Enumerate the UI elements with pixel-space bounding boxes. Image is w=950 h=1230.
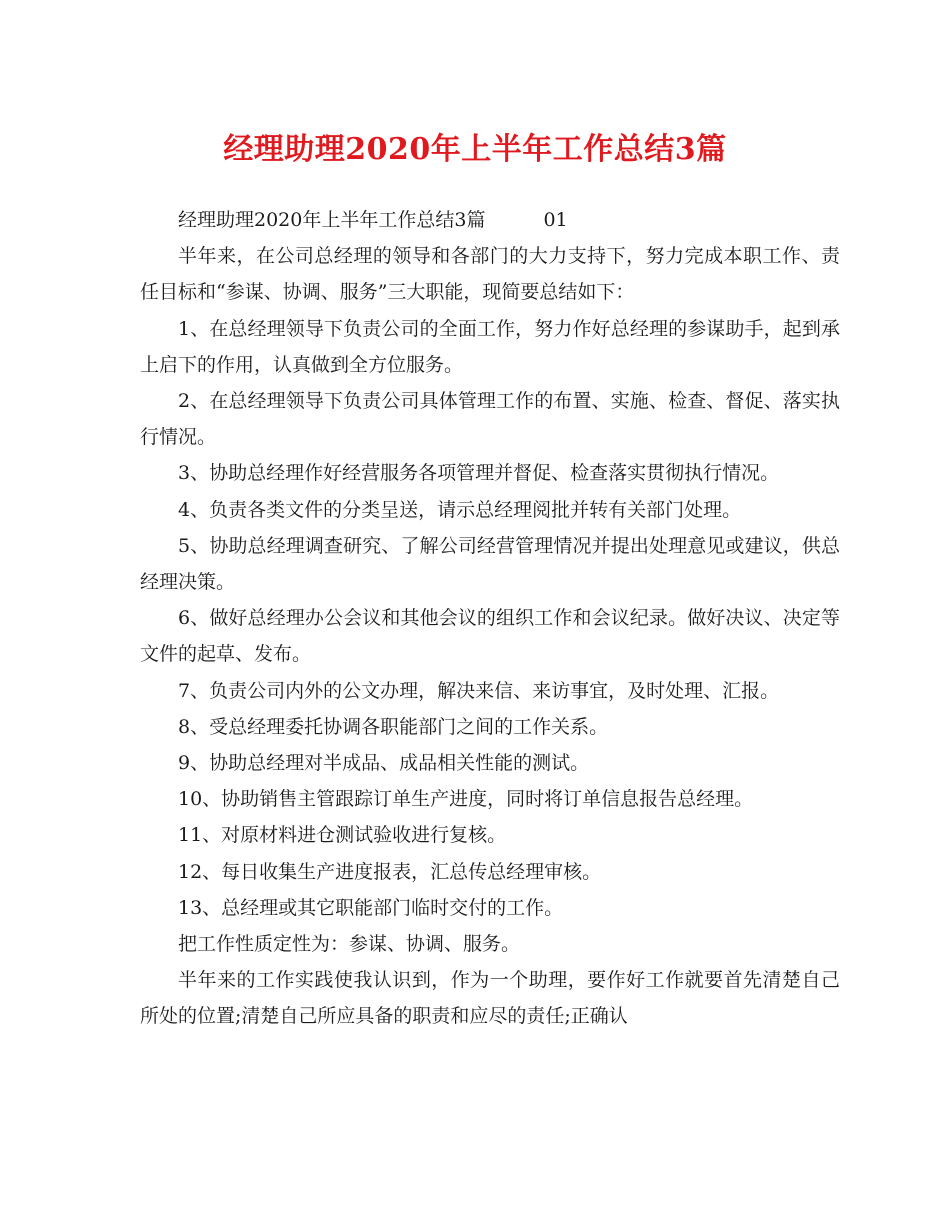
paragraph: 3、协助总经理作好经营服务各项管理并督促、检查落实贯彻执行情况。: [178, 462, 780, 485]
paragraph: 半年来的工作实践使我认识到，作为一个助理，要作好工作就要首先清楚自己所处的位置;清楚自己所应具备的职责和应尽的责任;正确认: [140, 969, 840, 1028]
paragraph: 5、协助总经理调查研究、了解公司经营管理情况并提出处理意见或建议，供总经理决策。: [140, 534, 840, 594]
subtitle-number: 01: [543, 209, 568, 231]
paragraph: 8、受总经理委托协调各职能部门之间的工作关系。: [178, 715, 609, 738]
document-title: 经理助理2020年上半年工作总结3篇: [223, 132, 727, 167]
paragraph: 11、对原材料进仓测试验收进行复核。: [178, 824, 507, 847]
paragraph: 把工作性质定性为：参谋、协调、服务。: [178, 933, 521, 956]
paragraph: 2、在总经理领导下负责公司具体管理工作的布置、实施、检查、督促、落实执行情况。: [140, 390, 840, 449]
paragraph: 1、在总经理领导下负责公司的全面工作，努力作好总经理的参谋助手，起到承上启下的作用，认真做到全方位服务。: [140, 317, 840, 376]
subtitle-text: 经理助理2020年上半年工作总结3篇: [178, 209, 486, 231]
paragraph: 10、协助销售主管跟踪订单生产进度，同时将订单信息报告总经理。: [178, 788, 754, 811]
paragraph: 半年来，在公司总经理的领导和各部门的大力支持下，努力完成本职工作、责任目标和“参谋、协调、服务”三大职能，现简要总结如下：: [140, 245, 840, 304]
paragraph: 9、协助总经理对半成品、成品相关性能的测试。: [178, 752, 590, 775]
document-body: [140, 202, 840, 1035]
paragraph: 12、每日收集生产进度报表，汇总传总经理审核。: [178, 860, 602, 883]
subtitle-line: [140, 202, 840, 238]
paragraph: 7、负责公司内外的公文办理，解决来信、来访事宜，及时处理、汇报。: [178, 679, 780, 702]
paragraph: 6、做好总经理办公会议和其他会议的组织工作和会议纪录。做好决议、决定等文件的起草、发布。: [140, 607, 840, 666]
paragraph: 13、总经理或其它职能部门临时交付的工作。: [178, 896, 564, 919]
paragraph: 4、负责各类文件的分类呈送，请示总经理阅批并转有关部门处理。: [178, 498, 742, 521]
